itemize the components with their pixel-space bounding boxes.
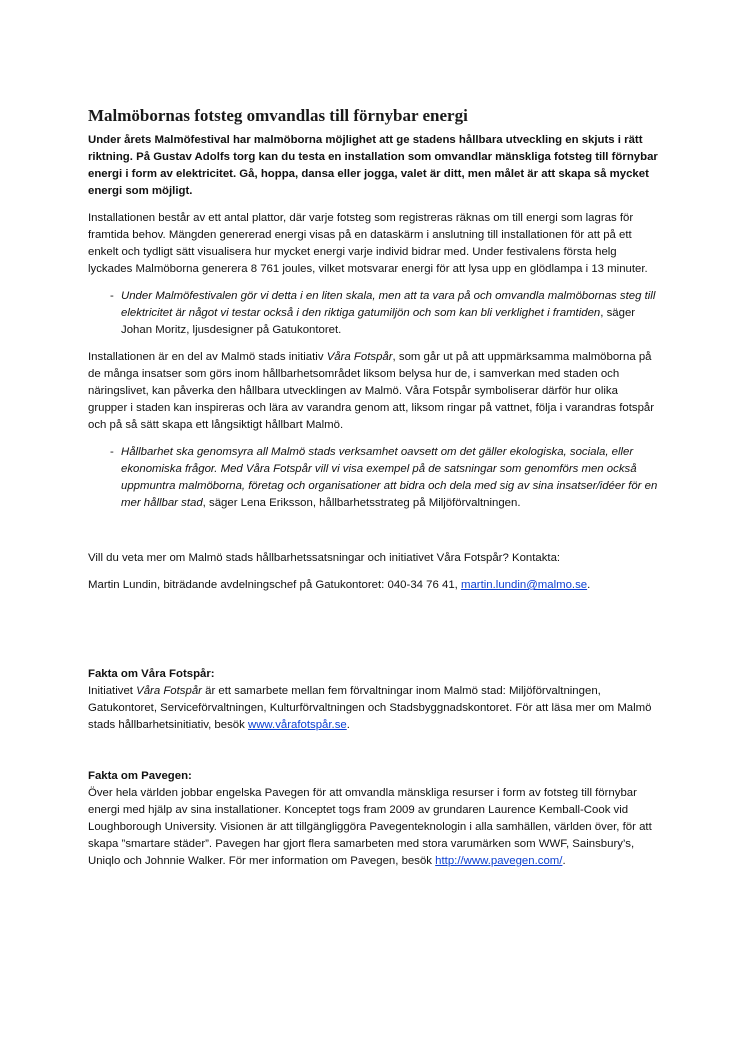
fakta-2-heading: Fakta om Pavegen: — [88, 770, 192, 782]
fakta-vara-fotspar — [88, 666, 660, 734]
fakta-1-italic: Våra Fotspår — [136, 685, 202, 697]
para2-before: Installationen är en del av Malmö stads initiativ — [88, 351, 327, 363]
page-title: Malmöbornas fotsteg omvandlas till förnybar energi — [88, 106, 468, 125]
quote-2 — [88, 444, 660, 512]
fakta-2-end: . — [562, 855, 566, 867]
fakta-2-body: Över hela världen jobbar engelska Pavegen för att omvandla mänskliga resurser i form av fotsteg till förnybar energi med hjälp av sina installationer. Konceptet togs fram 2009 av grundaren Laurence Kemball-Cook vid Loughborough University. Visionen är att tillgängliggöra Pavegenteknologin i alla samhällen, världen över, för att skapa ”smartare städer”. Pavegen har gjort flera samarbeten med stora varumärken som WWF, Sainsbury’s, Uniqlo och Johnnie Walker. För mer information om Pavegen, besök — [88, 787, 652, 867]
quote-dash: - — [110, 446, 114, 458]
fakta-1-after: är ett samarbete mellan fem förvaltningar inom Malmö stad: Miljöförvaltningen, Gatukontoret, Serviceförvaltningen, Kulturförvaltningen och Stadsbyggnadskontoret. För att läsa mer om Malmö stads hållbarhetsinitiativ, besök — [88, 685, 652, 731]
fakta-1-end: . — [346, 719, 350, 731]
fakta-1-text — [88, 683, 660, 734]
contact-end: . — [587, 579, 591, 591]
contact-text: Martin Lundin, biträdande avdelningschef på Gatukontoret: 040-34 76 41, — [88, 579, 461, 591]
contact-intro: Vill du veta mer om Malmö stads hållbarhetssatsningar och initiativet Våra Fotspår? Kontakta: — [88, 552, 561, 564]
quote-2-text: Hållbarhet ska genomsyra all Malmö stads verksamhet oavsett om det gäller ekologiska, sociala, eller ekonomiska frågor. Med Våra Fotspår vill vi visa exempel på de satsningar som genomförs men också uppmuntra malmöborna, företag och organisationer att bidra och dela med sig av sina insatser/idéer för en mer hållbar stad — [121, 446, 658, 509]
lead-paragraph: Under årets Malmöfestival har malmöborna möjlighet att ge stadens hållbara utveckling en skjuts i rätt riktning. På Gustav Adolfs torg kan du testa en installation som omvandlar mänskliga fotsteg till förnybar energi i form av elektricitet. Gå, hoppa, dansa eller jogga, valet är ditt, men målet är att skapa så mycket energi som möjligt. — [88, 134, 658, 197]
contact-line — [88, 577, 660, 594]
document-page — [88, 106, 660, 870]
fakta-1-before: Initiativet — [88, 685, 137, 697]
body-paragraph-2 — [88, 349, 660, 434]
fakta-pavegen — [88, 768, 660, 870]
quote-1-text: Under Malmöfestivalen gör vi detta i en liten skala, men att ta vara på och omvandla malmöbornas steg till elektricitet är något vi testar också i den riktiga gatumiljön och som kan bli verklighet i framtiden — [121, 290, 656, 319]
vara-fotspar-link[interactable]: www.vårafotspår.se — [247, 719, 347, 731]
para2-italic: Våra Fotspår — [326, 351, 393, 363]
quote-2-attribution: , säger Lena Eriksson, hållbarhetsstrateg på Miljöförvaltningen. — [202, 497, 521, 509]
para2-after: , som går ut på att uppmärksamma malmöborna på de många insatser som görs inom hållbarhetsområdet liksom belysa hur de, i samverkan med staden och näringslivet, kan påverka den hållbara utvecklingen av Malmö. Våra Fotspår symboliserar därför hur olika grupper i staden kan inspireras och lära av varandra genom att, liksom ringar på vattnet, följa i varandras fotspår och på så sätt skapa ett långsiktigt hållbart Malmö. — [88, 351, 655, 431]
quote-1 — [88, 288, 660, 339]
quote-dash: - — [110, 290, 114, 302]
fakta-1-heading: Fakta om Våra Fotspår: — [88, 668, 215, 680]
body-paragraph-1: Installationen består av ett antal plattor, där varje fotsteg som registreras räknas om till energi som lagras för framtida behov. Mängden genererad energi visas på en dataskärm i anslutning till installationen för att på ett enkelt och tydligt sätt visualisera hur mycket energi varje individ bidrar med. Under festivalens första helg lyckades Malmöborna generera 8 761 joules, vilket motsvarar energi för att lysa upp en glödlampa i 13 minuter. — [88, 212, 648, 275]
contact-email-link[interactable]: martin.lundin@malmo.se — [460, 579, 588, 591]
quote-1-attribution: , säger Johan Moritz, ljusdesigner på Gatukontoret. — [121, 307, 636, 336]
fakta-2-text — [88, 785, 660, 870]
pavegen-link[interactable]: http://www.pavegen.com/ — [435, 855, 563, 867]
